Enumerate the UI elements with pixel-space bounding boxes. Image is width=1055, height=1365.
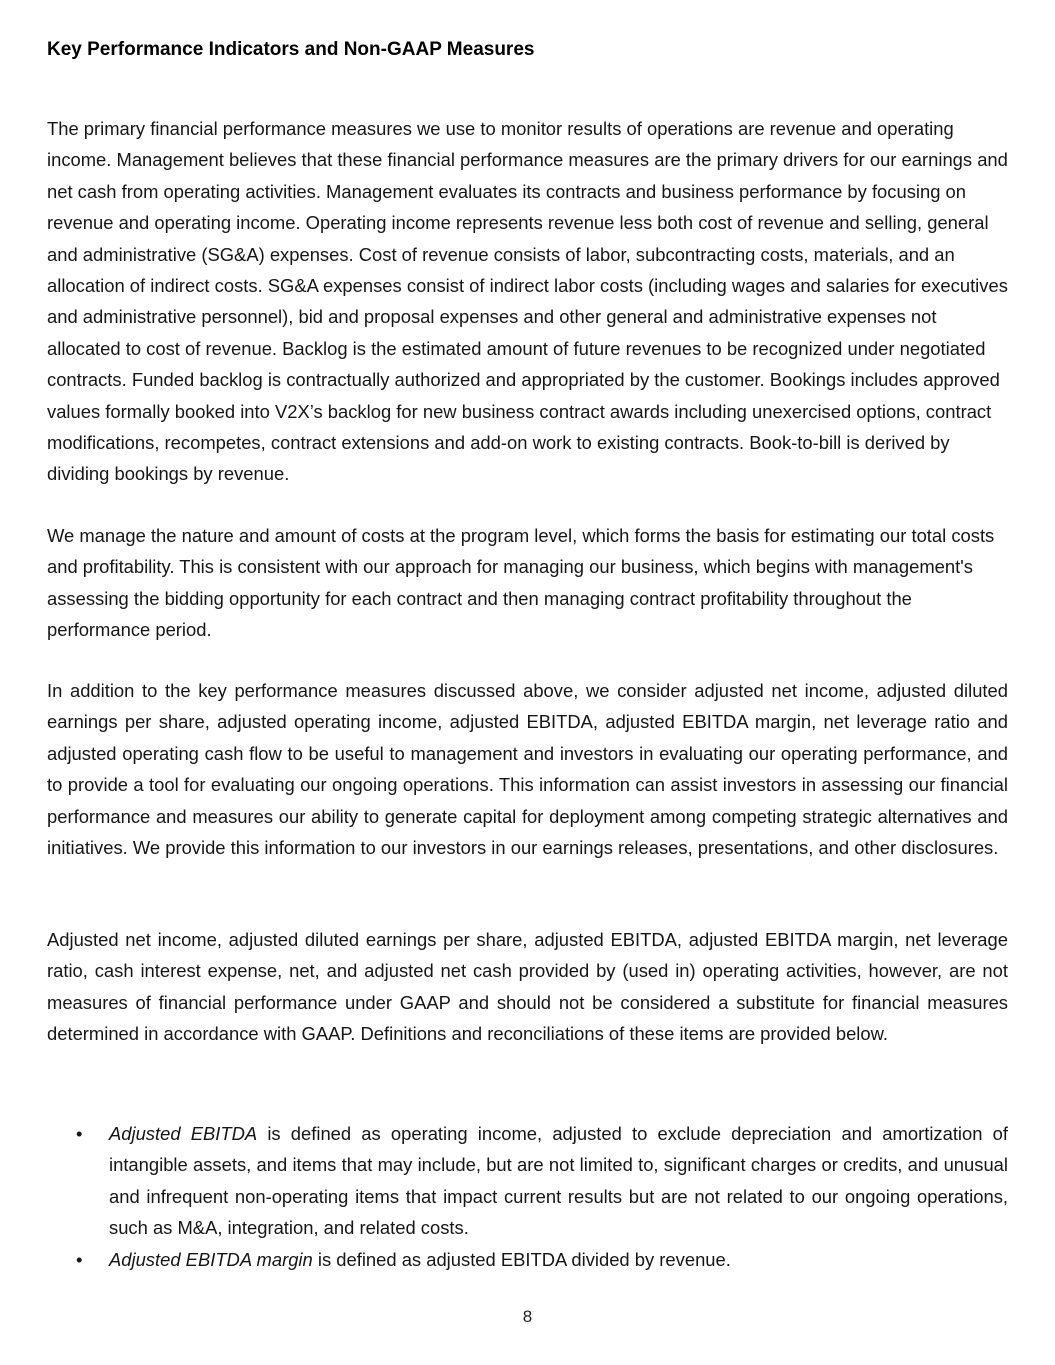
paragraph-non-gaap-usefulness: In addition to the key performance measures discussed above, we consider adjusted net income, adjusted diluted earnings per share, adjusted operating income, adjusted EBITDA, adjusted EBITDA margin, net leverage ratio and adjusted operating cash flow to be useful to management and investors in evaluating our operating performance, and to provide a tool for evaluating our ongoing operations. This information can assist investors in assessing our financial performance and measures our ability to generate capital for deployment among competing strategic alternatives and initiatives. We provide this information to our investors in our earnings releases, presentations, and other disclosures.: [47, 680, 1008, 859]
list-item-adjusted-ebitda: [47, 1118, 1008, 1244]
definitions-list: [47, 1118, 1008, 1275]
bullet-icon: •: [76, 1123, 83, 1144]
definition-text: is defined as adjusted EBITDA divided by revenue.: [312, 1248, 731, 1270]
page-number: 8: [522, 1307, 533, 1326]
section-heading: Key Performance Indicators and Non-GAAP Measures: [47, 39, 535, 60]
list-item-adjusted-ebitda-margin: [47, 1244, 1008, 1275]
definition-term: Adjusted EBITDA margin: [109, 1248, 313, 1270]
paragraph-cost-management: We manage the nature and amount of costs at the program level, which forms the basis for estimating our total costs and profitability. This is consistent with our approach for managing our business, which begins with management's assessing the bidding opportunity for each contract and then managing contract profitability throughout the performance period.: [47, 525, 995, 641]
bullet-icon: •: [76, 1248, 83, 1270]
definition-text: is defined as operating income, adjusted to exclude depreciation and amortization of intangible assets, and items that may include, but are not limited to, significant charges or credits, and unusual and infrequent non-operating items that impact current results but are not related to our ongoing operations, such as M&A, integration, and related costs.: [109, 1123, 1008, 1239]
paragraph-performance-measures: The primary financial performance measures we use to monitor results of operations are revenue and operating income. Management believes that these financial performance measures are the primary drivers for our earnings and net cash from operating activities. Management evaluates its contracts and business performance by focusing on revenue and operating income. Operating income represents revenue less both cost of revenue and selling, general and administrative (SG&A) expenses. Cost of revenue consists of labor, subcontracting costs, materials, and an allocation of indirect costs. SG&A expenses consist of indirect labor costs (including wages and salaries for executives and administrative personnel), bid and proposal expenses and other general and administrative expenses not allocated to cost of revenue. Backlog is the estimated amount of future revenues to be recognized under negotiated contracts. Funded backlog is contractually authorized and appropriated by the customer. Bookings includes approved values formally booked into V2X’s backlog for new business contract awards including unexercised options, contract modifications, recompetes, contract extensions and add-on work to existing contracts. Book-to-bill is derived by dividing bookings by revenue.: [47, 118, 1008, 485]
definition-term: Adjusted EBITDA: [109, 1123, 258, 1144]
paragraph-non-gaap-disclaimer: Adjusted net income, adjusted diluted earnings per share, adjusted EBITDA, adjusted EBITDA margin, net leverage ratio, cash interest expense, net, and adjusted net cash provided by (used in) operating activities, however, are not measures of financial performance under GAAP and should not be considered a substitute for financial measures determined in accordance with GAAP. Definitions and reconciliations of these items are provided below.: [47, 929, 1008, 1045]
